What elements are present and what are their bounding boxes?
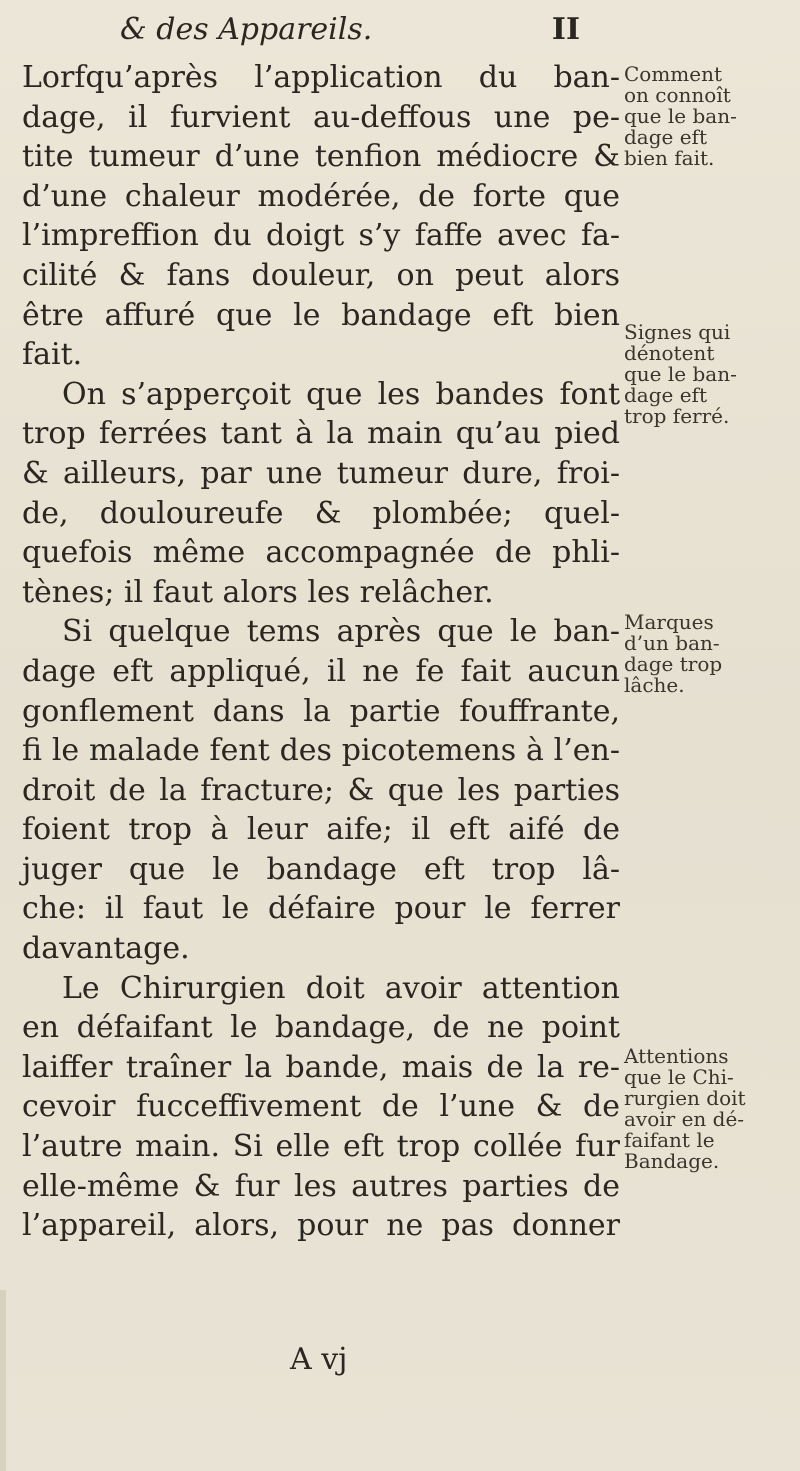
margin-note-line: dage eft xyxy=(624,125,707,149)
main-text-column xyxy=(22,58,620,1246)
page-number: II xyxy=(551,12,580,47)
margin-note-line: on connoît xyxy=(624,83,731,107)
text-line: laiffer traîner la bande, mais de la re- xyxy=(22,1049,620,1085)
text-line: juger que le bandage eft trop lâ- xyxy=(22,851,620,887)
margin-note-attentions-chirurgien xyxy=(624,1046,794,1172)
margin-note-line: que le Chi- xyxy=(624,1065,734,1089)
margin-note-line: Comment xyxy=(624,62,723,86)
margin-note-line: Marques xyxy=(624,610,714,634)
text-line: dage eft appliqué, il ne fe fait aucun xyxy=(22,653,620,689)
text-line: droit de la fracture; & que les parties xyxy=(22,772,620,808)
text-line: quefois même accompagnée de phli- xyxy=(22,535,620,571)
text-line: en défaifant le bandage, de ne point xyxy=(22,1010,620,1046)
margin-note-line: trop ferré. xyxy=(624,404,730,428)
margin-note-line: Bandage. xyxy=(624,1149,720,1173)
text-line: foient trop à leur aife; il eft aifé de xyxy=(22,812,620,848)
text-line: trop ferrées tant à la main qu’au pied xyxy=(22,416,620,452)
margin-note-line: Signes qui xyxy=(624,320,731,344)
margin-note-line: dage eft xyxy=(624,383,707,407)
margin-note-line: faifant le xyxy=(624,1128,715,1152)
page-header xyxy=(120,12,580,52)
margin-note-signes-trop-serre xyxy=(624,322,794,427)
text-line: Lorfqu’après l’application du ban- xyxy=(22,60,620,95)
text-line: Le Chirurgien doit avoir attention xyxy=(62,970,620,1006)
text-line: cevoir fucceffivement de l’une & de xyxy=(22,1089,620,1125)
text-line: être affuré que le bandage eft bien xyxy=(22,297,620,333)
text-line: On s’apperçoit que les bandes font xyxy=(62,376,620,412)
text-line: d’une chaleur modérée, de forte que xyxy=(22,178,620,214)
text-line: fait. xyxy=(22,337,83,373)
text-line: Si quelque tems après que le ban- xyxy=(62,614,620,650)
running-title: & des Appareils. xyxy=(120,12,373,47)
text-line: fi le malade fent des picotemens à l’en- xyxy=(22,733,620,769)
margin-note-line: avoir en dé- xyxy=(624,1107,745,1131)
margin-note-line: que le ban- xyxy=(624,362,737,386)
margin-note-line: bien fait. xyxy=(624,146,715,170)
margin-note-line: que le ban- xyxy=(624,104,737,128)
text-line: tènes; il faut alors les relâcher. xyxy=(22,574,494,610)
text-line: l’autre main. Si elle eft trop collée fur xyxy=(22,1129,620,1165)
margin-note-line: Attentions xyxy=(624,1044,729,1068)
text-line: de, douloureufe & plombée; quel- xyxy=(22,495,620,531)
margin-note-comment-on-connoit xyxy=(624,64,794,169)
margin-note-line: rurgien doit xyxy=(624,1086,746,1110)
margin-note-line: lâche. xyxy=(624,673,685,697)
text-line: l’impreffion du doigt s’y faffe avec fa- xyxy=(22,218,620,254)
margin-note-line: dénotent xyxy=(624,341,715,365)
text-line: dage, il furvient au-deffous une pe- xyxy=(22,99,620,135)
margin-note-bandage-lache xyxy=(624,612,794,696)
text-line: davantage. xyxy=(22,931,190,967)
text-line: cilité & fans douleur, on peut alors xyxy=(22,257,620,293)
text-line: gonflement dans la partie fouffrante, xyxy=(22,693,620,729)
page-gutter-shadow xyxy=(0,1290,6,1471)
text-line: tite tumeur d’une tenfion médiocre & xyxy=(22,139,620,175)
text-line: elle-même & fur les autres parties de xyxy=(22,1168,620,1204)
text-line: l’appareil, alors, pour ne pas donner xyxy=(22,1208,620,1244)
margin-note-line: dage trop xyxy=(624,652,723,676)
catchword: A vj xyxy=(290,1342,348,1377)
text-line: & ailleurs, par une tumeur dure, froi- xyxy=(22,455,620,491)
text-line: che: il faut le défaire pour le ferrer xyxy=(22,891,620,927)
margin-note-line: d’un ban- xyxy=(624,631,720,655)
